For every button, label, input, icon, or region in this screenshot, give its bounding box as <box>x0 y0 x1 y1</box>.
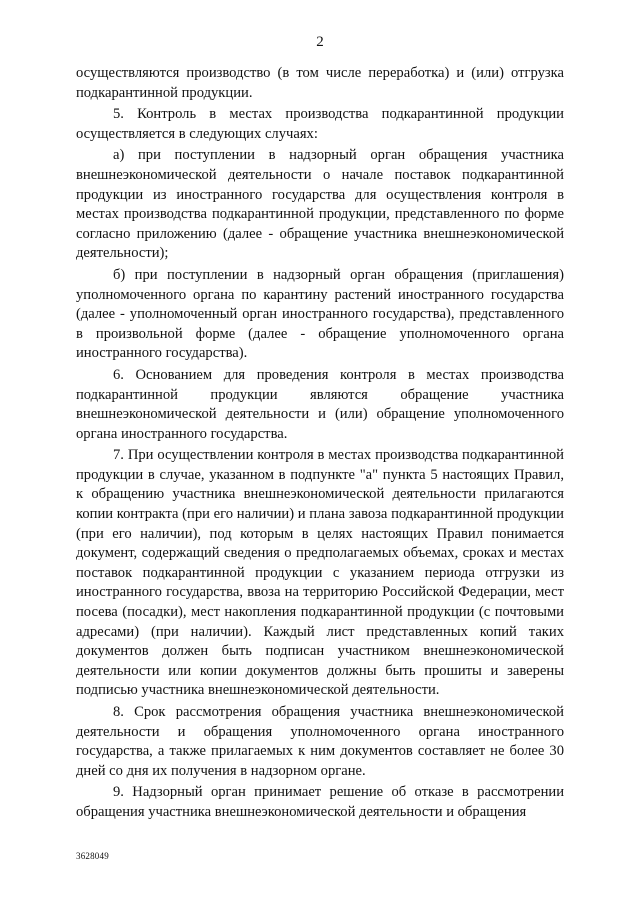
paragraph-subitem-b: б) при поступлении в надзорный орган обращения (приглашения) уполномоченного органа по карантину растений иностранного государства (далее - уполномоченный орган иностранного государства), представленного в произвольной форме (далее - обращение уполномоченного органа иностранного государства). <box>76 266 564 362</box>
document-body <box>76 64 564 823</box>
page-number: 2 <box>316 34 324 50</box>
paragraph-item-6: 6. Основанием для проведения контроля в местах производства подкарантинной продукции являются обращение участника внешнеэкономической деятельности и (или) обращение уполномоченного органа иностранного государства. <box>76 366 564 442</box>
paragraph-item-9: 9. Надзорный орган принимает решение об отказе в рассмотрении обращения участника внешнеэкономической деятельности и обращения <box>76 784 564 820</box>
paragraph-item-7: 7. При осуществлении контроля в местах производства подкарантинной продукции в случае, указанном в подпункте "а" пункта 5 настоящих Правил, к обращению участника внешнеэкономической деятельности прилагаются копии контракта (при его наличии) и плана завоза подкарантинной продукции (при его наличии), под которым в целях настоящих Правил понимается документ, содержащий сведения о предполагаемых объемах, сроках и местах поставок подкарантинной продукции с указанием периода отгрузки из иностранного государства, ввоза на территорию Российской Федерации, мест посева (посадки), мест накопления подкарантинной продукции (с почтовыми адресами) (при наличии). Каждый лист представленных копий таких документов должен быть подписан участником внешнеэкономической деятельности или копии документов должны быть прошиты и заверены подписью участника внешнеэкономической деятельности. <box>76 447 564 699</box>
paragraph-continuation: осуществляются производство (в том числе переработка) и (или) отгрузка подкарантинной продукции. <box>76 65 564 101</box>
document-code: 3628049 <box>76 851 109 861</box>
paragraph-item-8: 8. Срок рассмотрения обращения участника внешнеэкономической деятельности и обращения уполномоченного органа иностранного государства, а также прилагаемых к ним документов составляет не более 30 дней со дня их получения в надзорном органе. <box>76 704 564 779</box>
paragraph-item-5: 5. Контроль в местах производства подкарантинной продукции осуществляется в следующих случаях: <box>76 106 564 142</box>
paragraph-subitem-a: а) при поступлении в надзорный орган обращения участника внешнеэкономической деятельности о начале поставок подкарантинной продукции из иностранного государства для осуществления контроля в местах производства подкарантинной продукции, представленного по форме согласно приложению (далее - обращение участника внешнеэкономической деятельности); <box>76 147 564 262</box>
